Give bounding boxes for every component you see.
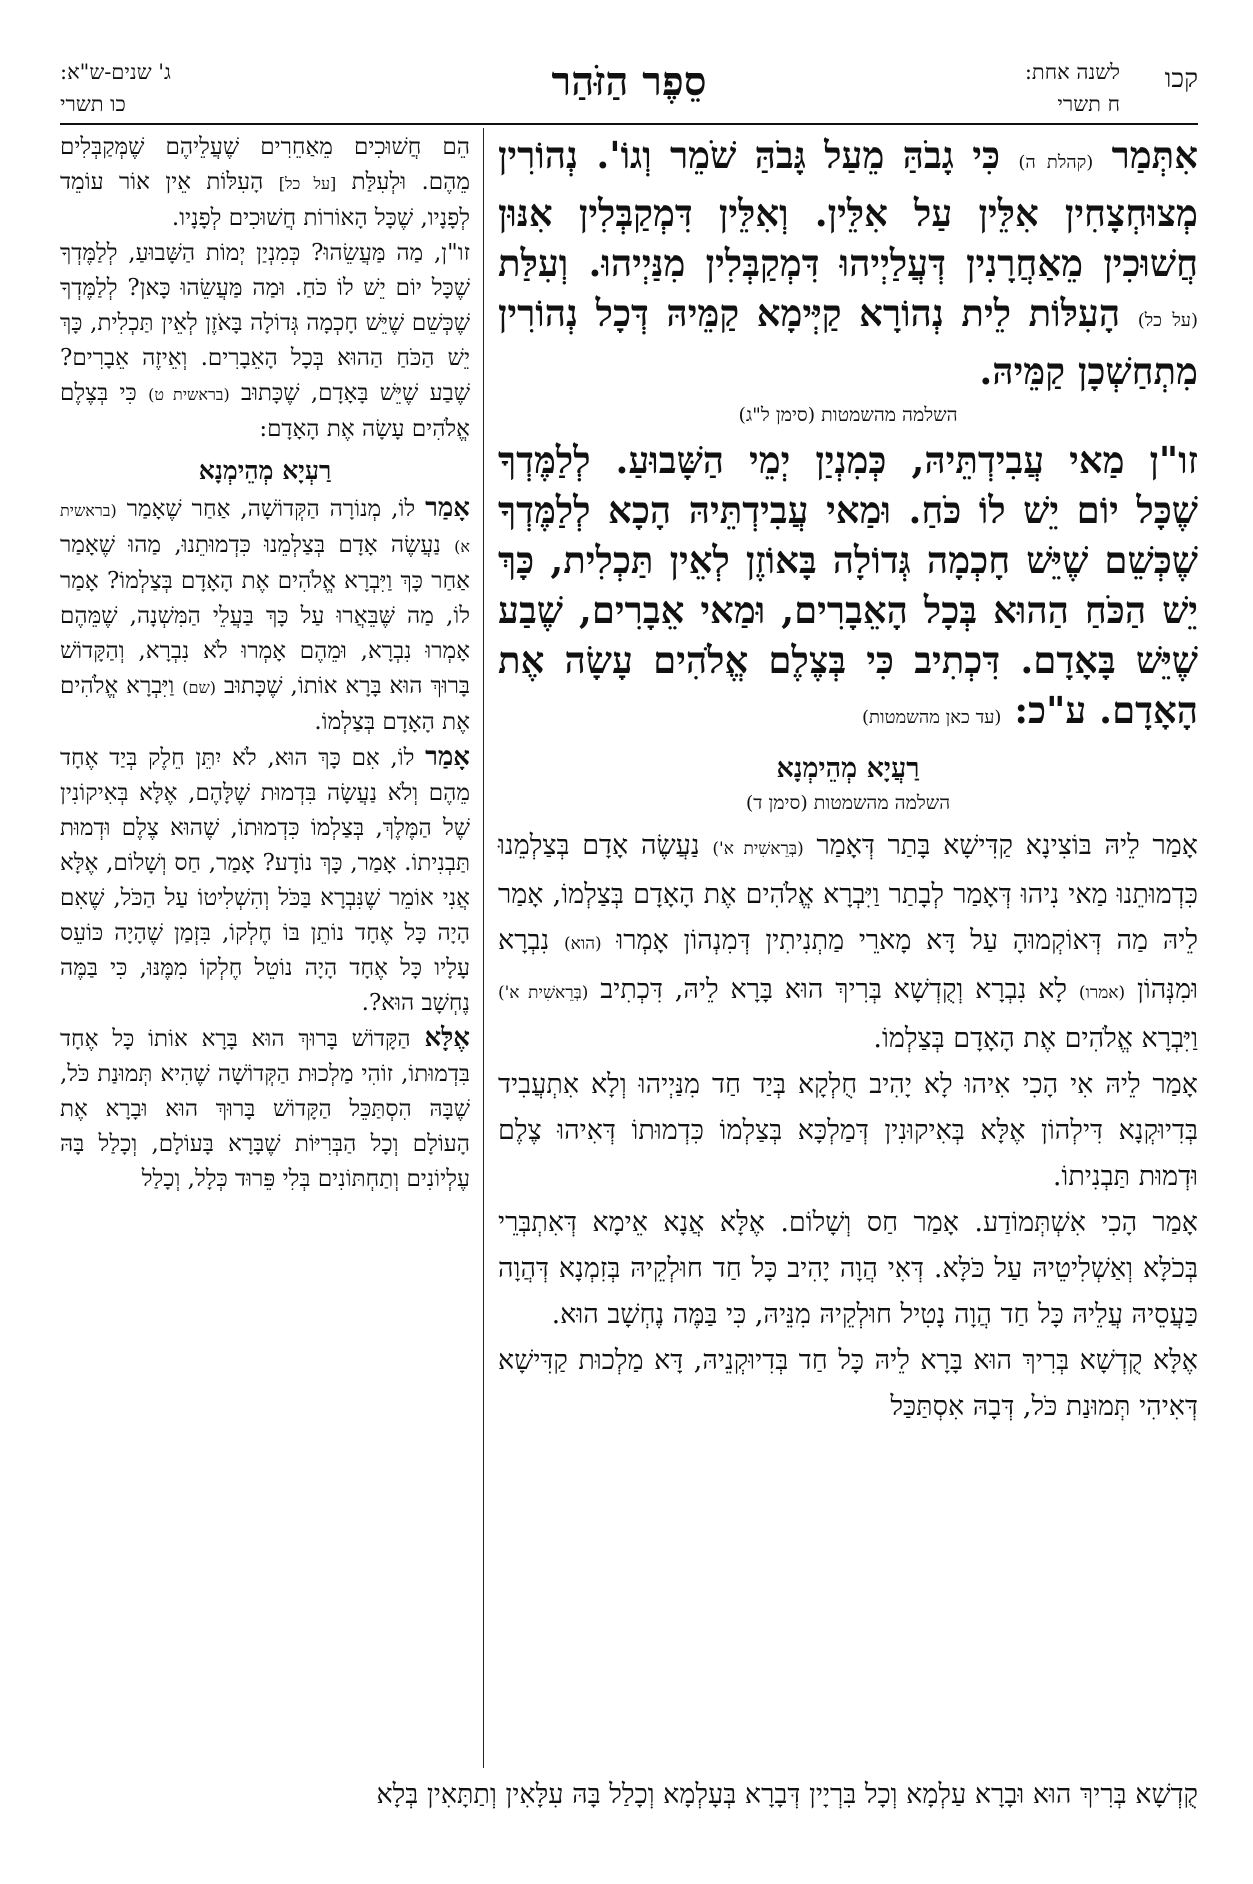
text-run: אִתְּמַר (1111, 133, 1198, 177)
supplement-note: השלמה מהשמטות (סימן ל"ג) (738, 404, 958, 426)
bottom-line: קֻדְשָׁא בְּרִיךְ הוּא וּבָרָא עַלְמָא וְכָל בִּרְיָין דְּבָרָא בְּעָלְמָא וְכָלַל בָּהּ עִלָּאִין וְתַתָּאִין בְּלָא (376, 1779, 1198, 1810)
citation: (בראשית ט) (148, 385, 230, 404)
side-paragraph-4 (60, 740, 470, 1021)
main-paragraph-3 (498, 823, 1198, 1062)
main-paragraph-5: אָמַר הָכִי אִשְׁתְּמוֹדַע. אָמַר חַס וְשָׁלוֹם. אֶלָּא אֲנָא אֵימָא דְּאִתְבְּרֵי בְּכֹלָּא וְאַשְׁלִיטֵיהּ עַל כֹּלָּא. דְּאִי הֲוָה יָהִיב כָּל חַד חוּלְקֵיהּ בְּזִמְנָא דְּהֲוָה כַּעֲסֵיהּ עֲלֵיהּ כָּל חַד הֲוָה נָטִיל חוּלְקֵיהּ מִנֵּיהּ, כִּי בַּמֶּה נֶחְשָׁב הוּא. (498, 1207, 1198, 1330)
citation: (שם) (182, 678, 217, 697)
lead-word: אָמַר (425, 493, 471, 523)
text-run: הָעִלּוֹת לֵית נְהוֹרָא קַיְּימָא קַמֵּיהּ דְּכָל נְהוֹרִין מִתְחַשְׁכָן קַמֵּיהּ. (498, 291, 1198, 393)
supplement-note: השלמה מהשמטות (סימן ד) (745, 792, 951, 814)
text-run: נַעֲשֶׂה אָדָם בְּצַלְמֵנוּ כִּדְמוּתֵנוּ, מַהוּ שֶׁאָמַר אַחַר כָּךְ וַיִּבְרָא אֱלֹהִים אֶת הָאָדָם בְּצַלְמוֹ? אָמַר לוֹ, מַה שֶּׁבֵּאֲרוּ עַל כָּךְ בַּעֲלֵי הַמִּשְׁנָה, שֶׁמֵּהֶם אָמְרוּ נִבְרָא, וּמֵהֶם אָמְרוּ לֹא נִבְרָא, וְהַקָּדוֹשׁ בָּרוּךְ הוּא בָּרָא אוֹתוֹ, שֶׁכָּתוּב (60, 532, 471, 699)
citation: (הוא) (564, 934, 602, 954)
text-run: זו"ן מַאי עֲבִידְתֵּיהּ, כְּמִנְיַן יְמֵי הַשָּׁבוּעַ. לְלַמֶּדְךָ שֶׁכָּל יוֹם יֵשׁ לוֹ כֹּחַ. וּמַאי עֲבִידְתֵּיהּ הָכָא לְלַמֶּדְךָ שֶׁכְּשֵׁם שֶׁיֵּשׁ חָכְמָה גְּדוֹלָה בָּאוֹזֶן לְאֵין תַּכְלִית, כָּךְ יֵשׁ הַכֹּחַ הַהוּא בְּכָל הָאֵבָרִים, וּמַאי אֵבָרִים, שֶׁבַע שֶׁיֵּשׁ בָּאָדָם. דִּכְתִיב כִּי בְּצֶלֶם אֱלֹהִים עָשָׂה אֶת הָאָדָם. ע"כ: (498, 438, 1198, 732)
main-paragraph-1 (498, 130, 1198, 396)
citation: (על כל) (1137, 310, 1198, 331)
text-run: כִּי בְּצֶלֶם אֱלֹהִים עָשָׂה אֶת הָאָדָם: (60, 380, 470, 442)
text-run: נִבְרָא וּמִנְּהוֹן (498, 925, 1198, 1005)
side-paragraph-3 (60, 491, 470, 740)
citation: (בְּרֵאשִׁית א') (498, 983, 589, 1003)
text-run: לָא נִבְרָא וְקֻדְשָׁא בְּרִיךְ הוּא בָּרָא לֵיהּ, דִּכְתִיב (600, 974, 1068, 1005)
citation: [על כל] (278, 174, 337, 193)
citation: (בראשית א) (60, 501, 470, 556)
text-run: וַיִּבְרָא אֱלֹהִים אֶת הָאָדָם בְּצַלְמוֹ. (60, 673, 470, 735)
text-run: לוֹ, אִם כָּךְ הוּא, לֹא יִתֵּן חֵלֶק בְּיַד אֶחָד מֵהֶם וְלֹא נַעֲשָׂה בִּדְמוּת שֶׁלָּהֶם, אֶלָּא בְּאִיקוֹנִין שֶׁל הַמֶּלֶךְ, בְּצַלְמוֹ כִּדְמוּתוֹ, שֶׁהוּא צֶלֶם וּדְמוּת תַּבְנִיתוֹ. אָמַר, כָּךְ נוֹדָע? אָמַר, חַס וְשָׁלוֹם, אֶלָּא אֲנִי אוֹמֵר שֶׁנִּבְרָא בַּכֹּל וְהִשְׁלִיטוֹ עַל הַכֹּל, שֶׁאִם הָיָה כָּל אֶחָד נוֹתֵן בּוֹ חֶלְקוֹ, בִּזְמַן שֶׁהָיָה כּוֹעֵס עָלָיו כָּל אֶחָד הָיָה נוֹטֵל חֶלְקוֹ מִמֶּנּוּ, כִּי בַּמֶּה נֶחְשָׁב הוּא?. (60, 745, 470, 1016)
side-paragraph-1 (60, 130, 470, 236)
citation: (אמרו) (1078, 983, 1126, 1003)
book-title: סֵפֶר הַזֹּהַר (551, 58, 707, 105)
main-paragraph-2 (498, 435, 1198, 743)
side-paragraph-2 (60, 236, 470, 447)
page-number: קכו (1164, 64, 1198, 94)
citation: (קהלת ה) (1018, 152, 1094, 173)
end-note: (עד כאן מהשמטות) (862, 707, 1002, 728)
section-heading: רַעֲיָא מְהֵימְנָא (776, 753, 920, 784)
text-run: הָעִלּוֹת אֵין אוֹר עוֹמֵד לְפָנָיו, שֶׁכָּל הָאוֹרוֹת חֲשׁוּכִים לְפָנָיו. (60, 169, 470, 231)
page-header (60, 58, 1198, 118)
citation: (בְּרֵאשִׁית א') (712, 839, 804, 859)
reading-schedule-three-year: ג' שנים-ש"א: (60, 60, 171, 84)
column-divider (483, 128, 484, 1768)
main-paragraph-4: אָמַר לֵיהּ אִי הָכִי אִיהוּ לָא יָהִיב חֻלְקָא בְּיַד חַד מִנַּיְיהוּ וְלָא אִתְעֲבִיד בְּדִיוּקְנָא דִּילְהוֹן אֶלָּא בְּאִיקוּנִין דְּמַלְכָּא בְּצַלְמוֹ כִּדְמוּתוֹ דְּאִיהוּ צֶלֶם וּדְמוּת תַּבְנִיתוֹ. (498, 1069, 1198, 1192)
text-run: וַיִּבְרָא אֱלֹהִים אֶת הָאָדָם בְּצַלְמוֹ. (873, 1023, 1198, 1054)
reading-schedule-one-year: לשנה אחת: (1024, 60, 1120, 84)
section-heading: רַעְיָא מְהֵימְנָא (198, 456, 332, 485)
text-run: זו"ן, מַה מַּעֲשֵׂהוּ? כְּמִנְיַן יְמוֹת הַשָּׁבוּעַ, לְלַמֶּדְךָ שֶׁכָּל יוֹם יֵשׁ לוֹ כֹּחַ. וּמַה מַּעֲשֵׂהוּ כָּאן? לְלַמֶּדְךָ שֶׁכְּשֵׁם שֶׁיֵּשׁ חָכְמָה גְּדוֹלָה בָּאֹזֶן לְאֵין תַּכְלִית, כָּךְ יֵשׁ הַכֹּחַ הַהוּא בְּכָל הָאֵבָרִים. וְאֵיזֶה אֵבָרִים? שֶׁבַע שֶׁיֵּשׁ בָּאָדָם, שֶׁכָּתוּב (60, 240, 470, 406)
text-run: הֵם חֲשׁוּכִים מֵאַחֵרִים שֶׁעֲלֵיהֶם שֶׁמְּקַבְּלִים מֵהֶם. וּלְעִלַּת (60, 134, 470, 195)
main-column (498, 130, 1198, 1430)
reading-date-one-year: ח תשרי (1057, 92, 1120, 116)
lead-word: אָמַר (425, 742, 470, 772)
header-rule (60, 123, 1198, 125)
text-run: אָמַר לֵיהּ בּוֹצִינָא קַדִּישָׁא בָּתַר דְּאָמַר (816, 830, 1198, 861)
translation-column (60, 130, 470, 1197)
main-paragraph-6: אֶלָּא קֻדְשָׁא בְּרִיךְ הוּא בָּרָא לֵיהּ כָּל חַד בְּדִיוּקְנֵיהּ, דָּא מַלְכוּת קַדִּישָׁא דְּאִיהִי תְּמוּנַת כֹּל, דְּבָהּ אִסְתַּכַּל (498, 1345, 1198, 1422)
text-run: לוֹ, מְנוֹרָה הַקְּדוֹשָׁה, אַחַר שֶׁאָמַר (126, 496, 416, 522)
lead-word: אֶלָּא (424, 1023, 470, 1053)
text-run: הַקָּדוֹשׁ בָּרוּךְ הוּא בָּרָא אוֹתוֹ כָּל אֶחָד בִּדְמוּתוֹ, זוֹהִי מַלְכוּת הַקְּדוֹשָׁה שֶׁהִיא תְּמוּנַת כֹּל, שֶׁבָּהּ הִסְתַּכֵּל הַקָּדוֹשׁ בָּרוּךְ הוּא וּבָרָא אֶת הָעוֹלָם וְכָל הַבְּרִיּוֹת שֶׁבָּרָא בָּעוֹלָם, וְכָלַל בָּהּ עֶלְיוֹנִים וְתַחְתּוֹנִים בְּלִי פֵּרוּד כְּלָל, וְכָלַל (60, 1026, 470, 1192)
side-paragraph-5 (60, 1021, 470, 1197)
text-run: כִּי גָבֹהַּ מֵעַל גָּבֹהַּ שֹׁמֵר וְגוֹ'. נְהוֹרִין מְצוּחְצָחִין אִלֵּין עַל אִלֵּין. וְאִלֵּין דִּמְקַבְּלִין אִנּוּן חֲשׁוּכִין מֵאַחֲרָנִין דְּעֲלַיְיהוּ דִּמְקַבְּלִין מִנַּיְיהוּ. וְעִלַּת (498, 133, 1198, 285)
text-run: נַעֲשֶׂה אָדָם בְּצַלְמֵנוּ כִּדְמוּתֵנוּ מַאי נִיהוּ דְּאָמַר לְבָתַר וַיִּבְרָא אֱלֹהִים אֶת הָאָדָם בְּצַלְמוֹ, אָמַר לֵיהּ מַה דְּאוֹקְמוּהָ עַל דָּא מָארֵי מַתְנִיתִין דְּמִנְהוֹן אָמְרוּ (498, 830, 1198, 956)
reading-date-three-year: כו תשרי (60, 92, 126, 116)
